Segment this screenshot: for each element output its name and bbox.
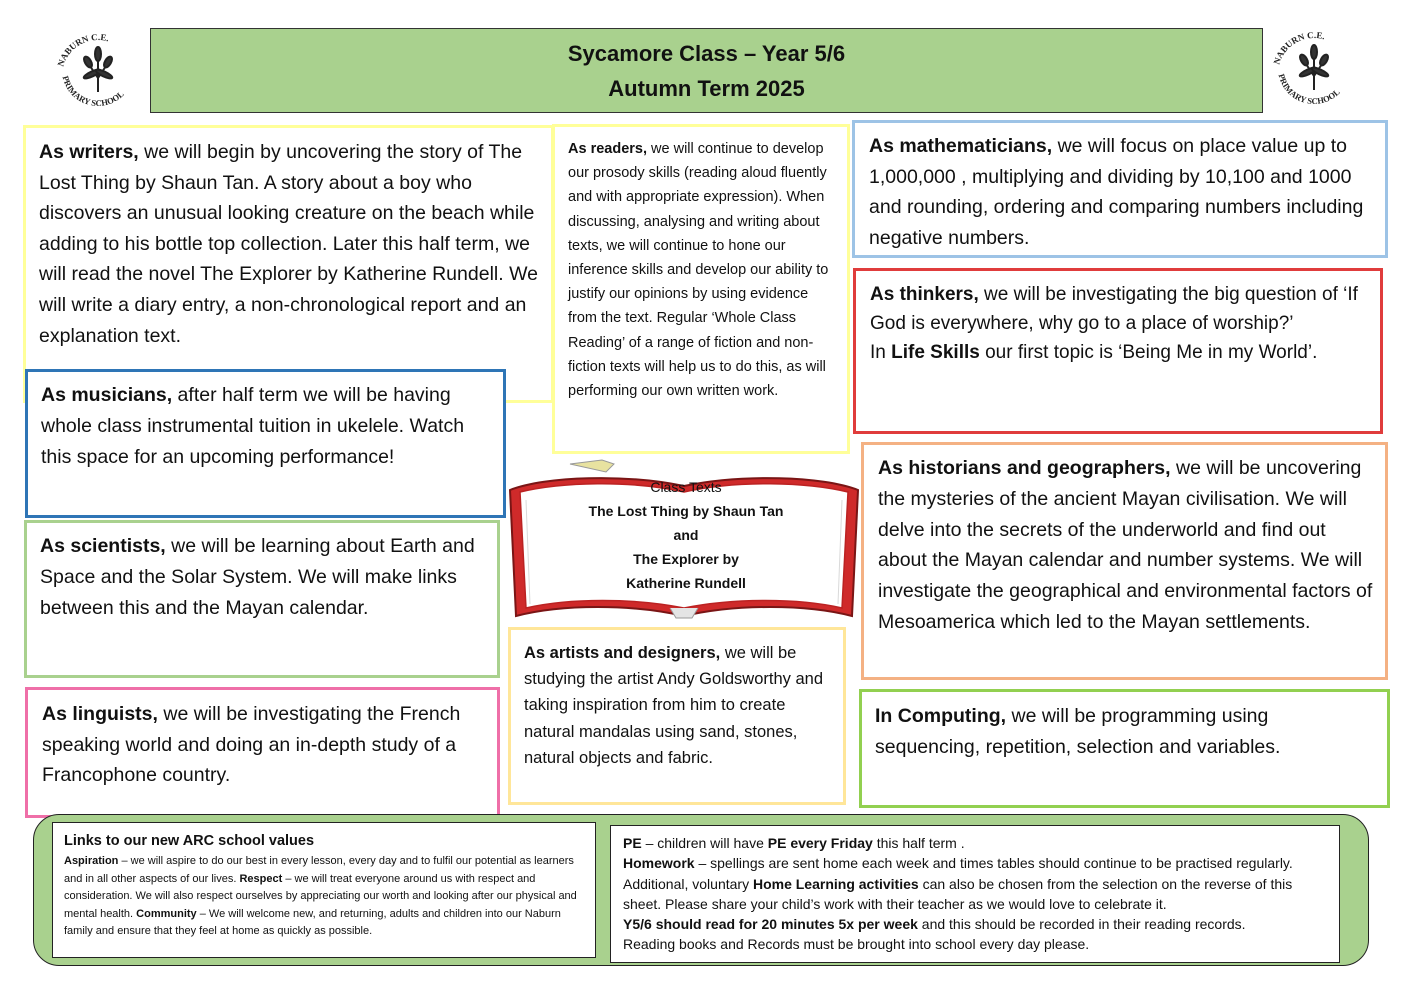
computing-box [859,689,1390,808]
pe-line [623,833,1331,853]
values-title: Links to our new ARC school values [64,833,315,849]
respect-label: Respect [239,872,283,885]
class-texts-title [546,475,826,595]
books-line: Reading books and Records must be brought into school every day please. [623,936,1090,953]
logo-bottom-text: PRIMARY SCHOOL [1276,72,1342,107]
artists-box [508,627,846,805]
writers-box [23,125,554,403]
maths-heading: As mathematicians, [869,135,1053,157]
linguists-text: we will be investigating the French speaking world and doing an in-depth study of a Francophone country. [42,703,461,787]
page-title: Sycamore Class – Year 5/6 [567,41,846,66]
life-skills-text: our first topic is ‘Being Me in my World’. [979,342,1318,363]
community-text: – We will welcome new, and returning, adults and children into our Naburn family and ensure that they feel at home as quickly as possible. [64,907,561,938]
class-texts-book [506,458,862,622]
artists-text: we will be studying the artist Andy Goldsworthy and taking inspiration from him to create natural mandalas using sand, stones, natural objects and fabric. [524,644,823,767]
computing-heading: In Computing, [875,705,1007,727]
pe-day: PE every Friday [767,835,873,851]
wheat-emblem-icon [1268,28,1360,108]
pe-text-end: this half term . [872,835,965,851]
homework-line [623,853,1331,914]
page-subtitle: Autumn Term 2025 [608,76,805,101]
info-box [610,825,1340,963]
pe-text: – children will have [641,835,768,851]
class-text-1: The Lost Thing by Shaun Tan [588,503,784,519]
linguists-heading: As linguists, [42,703,158,725]
historians-heading: As historians and geographers, [878,457,1171,479]
thinkers-heading: As thinkers, [870,284,979,305]
class-text-2: The Explorer by [633,551,739,567]
aspiration-text: – we will aspire to do our best in every lesson, every day and to fulfil our potential as learners and in all other aspects of our lives. [64,855,574,885]
pe-label: PE [623,835,642,851]
computing-text: we will be programming using sequencing, repetition, selection and variables. [875,705,1281,758]
aspiration-label: Aspiration [64,855,119,867]
scientists-box [24,520,500,678]
homework-text-end: can also be chosen from the selection on the reverse of this sheet. Please share your child’s work with their teacher as we would love to celebrate it. [623,875,1293,912]
linguists-box [25,687,500,818]
community-label: Community [136,907,197,920]
thinkers-box [853,268,1383,434]
page-header [150,28,1263,113]
homework-text: – spellings are sent home each week and times tables should continue to be practised regularly. Additional, voluntary [623,855,1293,892]
historians-box [861,442,1388,680]
respect-text: – we will treat everyone around us with respect and consideration. We will also respect ourselves by appreciating our worth and looking after our physical and mental health. [64,872,577,920]
wheat-emblem-icon [52,30,144,110]
reading-requirement: Y5/6 should read for 20 minutes 5x per week [623,916,918,933]
class-text-2-author: Katherine Rundell [626,575,746,591]
maths-text: we will focus on place value up to 1,000,000 , multiplying and dividing by 10,100 and 1000 and rounding, ordering and comparing numbers including negative numbers. [869,135,1364,249]
maths-box [852,120,1388,258]
readers-box [552,124,850,454]
readers-heading: As readers, [568,141,647,157]
reading-text: and this should be recorded in their reading records. [917,916,1246,933]
writers-text: we will begin by uncovering the story of The Lost Thing by Shaun Tan. A story about a boy who discovers an unusual looking creature on the beach while adding to his bottle top collection. Later this half term, we will read the novel The Explorer by Katherine Rundell. We will write a diary entry, a non-chronological report and an explanation text. [39,141,538,347]
thinkers-text: we will be investigating the big question of ‘If God is everywhere, why go to a place of worship?’ [870,284,1358,334]
homework-label: Homework [623,855,695,872]
home-learning-label: Home Learning activities [752,875,919,892]
musicians-text: after half term we will be having whole class instrumental tuition in ukelele. Watch this space for an upcoming performance! [41,384,465,468]
school-logo-right [1268,28,1360,108]
logo-top-text: NABURN C.E. [1271,29,1327,66]
logo-top-text: NABURN C.E. [55,31,111,68]
writers-heading: As writers, [39,141,139,163]
values-text [64,853,585,941]
historians-text: we will be uncovering the mysteries of the ancient Mayan civilisation. We will delve into the secrets of the underworld and find out about the Mayan calendar and number systems. We will investigate the geographical and environmental factors of Mesoamerica which led to the Mayan settlements. [878,457,1373,633]
class-texts-heading: Class Texts [650,479,722,495]
logo-bottom-text: PRIMARY SCHOOL [60,74,126,109]
scientists-text: we will be learning about Earth and Space and the Solar System. We will make links between this and the Mayan calendar. [40,535,475,619]
readers-text: we will continue to develop our prosody skills (reading aloud fluently and with appropriate expression). When discussing, analysing and writing about texts, we will continue to hone our inference skills and develop our ability to justify our opinions by using evidence from the text. Regular ‘Whole Class Reading’ of a range of fiction and non-fiction texts will help us to do this, as will performing our own written work. [568,141,829,400]
artists-heading: As artists and designers, [524,644,721,662]
life-skills-prefix: In [870,342,892,363]
school-values-box [52,822,596,958]
class-text-and: and [673,527,699,543]
scientists-heading: As scientists, [40,535,166,557]
musicians-box [25,369,506,518]
life-skills-label: Life Skills [891,342,980,363]
musicians-heading: As musicians, [41,384,173,406]
reading-line [623,914,1331,934]
school-logo-left [52,30,144,110]
